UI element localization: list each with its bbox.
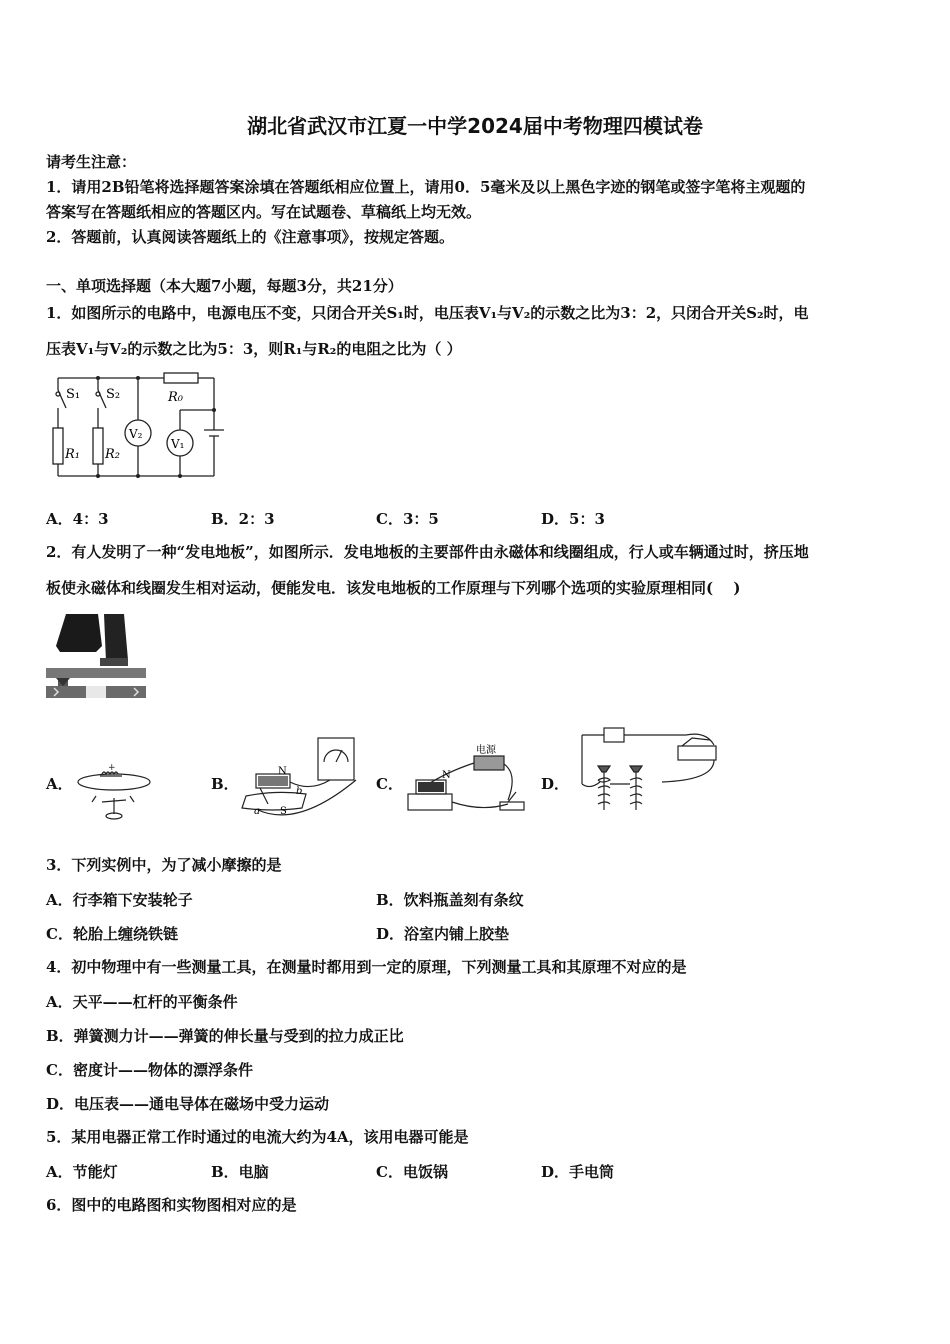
q2-option-a-label: A． <box>46 775 73 793</box>
q4-stem: 4．初中物理中有一些测量工具，在测量时都用到一定的原理，下列测量工具和其原理不对应的是 <box>46 958 687 976</box>
label-r1: R₁ <box>65 447 80 462</box>
q2-option-a-figure <box>72 762 154 826</box>
q5-stem: 5．某用电器正常工作时通过的电流大约为4A，该用电器可能是 <box>46 1128 469 1146</box>
q2-stem-line1: 2．有人发明了一种“发电地板”，如图所示．发电地板的主要部件由永磁体和线圈组成，行人或车辆通过时，挤压地 <box>46 543 809 561</box>
q1-option-b: B．2：3 <box>211 510 275 528</box>
q2-option-c-label: C． <box>376 775 403 793</box>
label-n-b: N <box>278 766 287 777</box>
q2-option-b-figure <box>238 736 362 828</box>
notice-item-1a: 1．请用2B铅笔将选择题答案涂填在答题纸相应位置上，请用0．5毫米及以上黑色字迹的钢笔或签字笔将主观题的 <box>46 178 806 196</box>
q3-stem: 3．下列实例中，为了减小摩擦的是 <box>46 856 282 874</box>
q3-option-d: D．浴室内铺上胶垫 <box>376 925 510 943</box>
notice-item-2: 2．答题前，认真阅读答题纸上的《注意事项》，按规定答题。 <box>46 228 454 246</box>
q1-stem-line2: 压表V₁与V₂的示数之比为5：3，则R₁与R₂的电阻之比为（ ） <box>46 340 462 358</box>
q6-stem: 6．图中的电路图和实物图相对应的是 <box>46 1196 297 1214</box>
label-s2: S₂ <box>106 387 121 402</box>
q1-option-c: C．3：5 <box>376 510 439 528</box>
label-v2: V₂ <box>129 427 143 441</box>
q2-option-d-label: D． <box>541 775 570 793</box>
notice-item-1b: 答案写在答题纸相应的答题区内。写在试题卷、草稿纸上均无效。 <box>46 203 482 221</box>
q5-option-d: D．手电筒 <box>541 1163 615 1181</box>
q4-option-a: A．天平——杠杆的平衡条件 <box>46 993 238 1011</box>
label-v1: V₁ <box>171 437 185 451</box>
q2-option-d-figure <box>578 724 724 818</box>
q1-stem-line1: 1．如图所示的电路中，电源电压不变，只闭合开关S₁时，电压表V₁与V₂的示数之比为3：2，只闭合开关S₂时，电 <box>46 304 809 322</box>
label-n-c: N <box>442 770 451 781</box>
q4-option-d: D．电压表——通电导体在磁场中受力运动 <box>46 1095 330 1113</box>
q3-option-a: A．行李箱下安装轮子 <box>46 891 193 909</box>
q1-circuit-diagram <box>46 370 226 480</box>
label-a-b: a <box>254 806 260 817</box>
label-r0: R₀ <box>168 390 183 405</box>
q5-option-b: B．电脑 <box>211 1163 269 1181</box>
label-power: 电源 <box>476 745 496 756</box>
label-b-b: b <box>296 786 303 797</box>
svg-text:+: + <box>108 763 116 773</box>
section-heading: 一、单项选择题（本大题7小题，每题3分，共21分） <box>46 277 403 295</box>
q3-option-c: C．轮胎上缠绕铁链 <box>46 925 178 943</box>
exam-title: 湖北省武汉市江夏一中学2024届中考物理四模试卷 <box>247 114 703 138</box>
q2-stem-line2: 板使永磁体和线圈发生相对运动，便能发电．该发电地板的工作原理与下列哪个选项的实验原理相同( ) <box>46 579 741 597</box>
power-floor-image <box>46 610 148 700</box>
notice-heading: 请考生注意： <box>46 153 137 171</box>
q5-option-c: C．电饭锅 <box>376 1163 448 1181</box>
q5-option-a: A．节能灯 <box>46 1163 118 1181</box>
label-s1: S₁ <box>66 387 81 402</box>
q2-option-b-label: B． <box>211 775 239 793</box>
q2-option-c-figure <box>404 744 530 824</box>
q3-option-b: B．饮料瓶盖刻有条纹 <box>376 891 524 909</box>
q4-option-c: C．密度计——物体的漂浮条件 <box>46 1061 253 1079</box>
q4-option-b: B．弹簧测力计——弹簧的伸长量与受到的拉力成正比 <box>46 1027 404 1045</box>
q1-option-d: D．5：3 <box>541 510 605 528</box>
label-s-b: S <box>280 806 287 817</box>
q1-option-a: A．4：3 <box>46 510 109 528</box>
label-r2: R₂ <box>105 447 120 462</box>
